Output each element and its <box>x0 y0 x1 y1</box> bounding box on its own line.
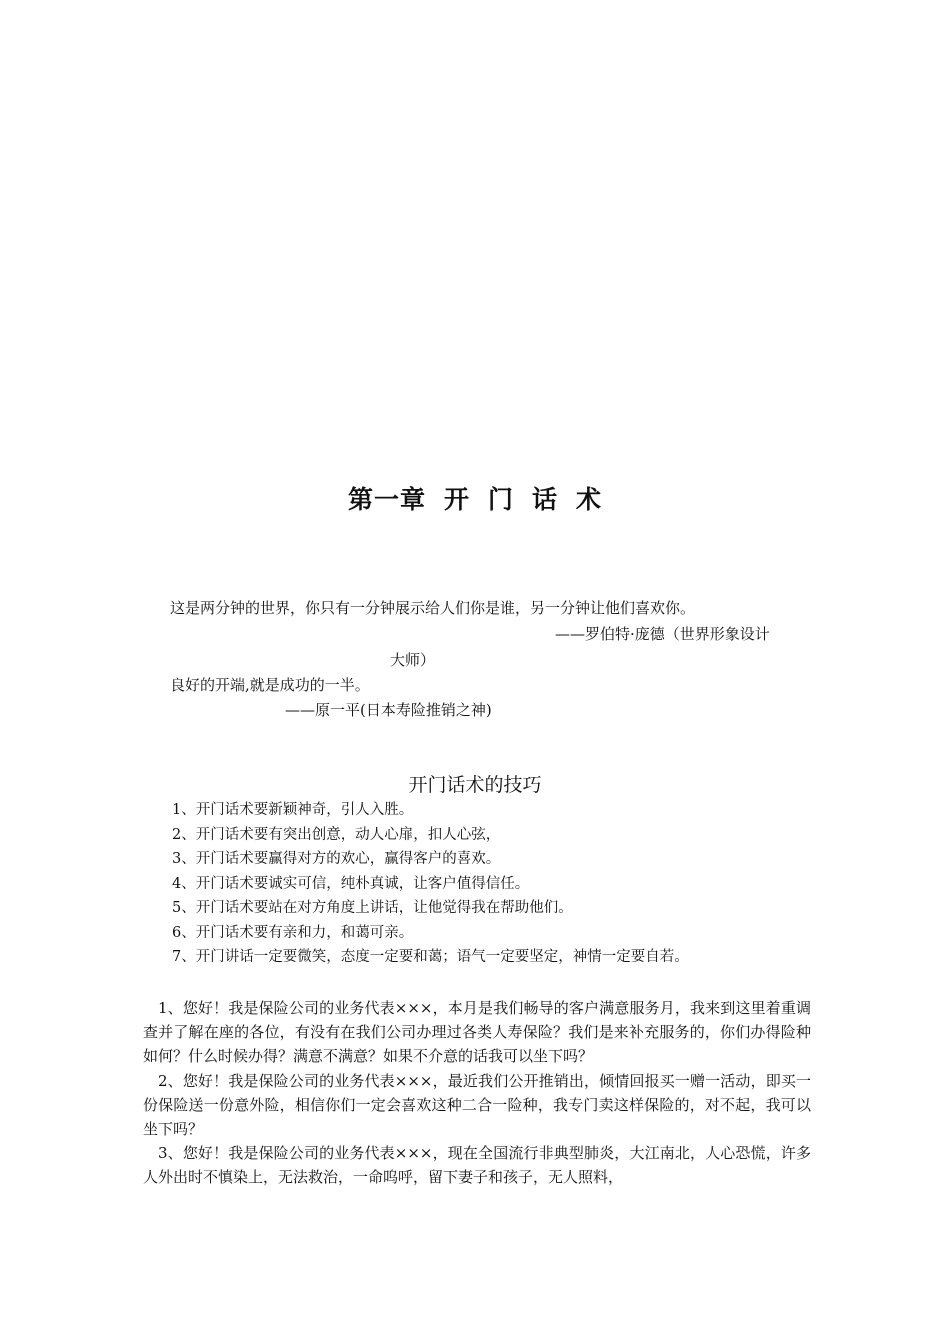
list-item: 3、开门话术要赢得对方的欢心，赢得客户的喜欢。 <box>172 851 501 867</box>
chapter-title-char: 门 <box>487 485 514 514</box>
scripts-body <box>143 996 811 1190</box>
list-item: 2、开门话术要有突出创意，动人心扉，扣人心弦， <box>172 826 501 843</box>
list-item: 4、开门话术要诚实可信，纯朴真诚，让客户值得信任。 <box>172 875 530 892</box>
quote-attribution: ——罗伯特·庞德（世界形象设计 <box>555 625 770 643</box>
paragraph: 2、您好！我是保险公司的业务代表×××，最近我们公开推销出，倾情回报买一赠一活动，即买一份保险送一份意外险，相信你们一定会喜欢这种二合一险种，我专门卖这样保险的，对不起，我可以坐下吗？ <box>143 1071 811 1139</box>
quote-text: 这是两分钟的世界，你只有一分钟展示给人们你是谁，另一分钟让他们喜欢你。 <box>170 599 696 617</box>
list-item: 5、开门话术要站在对方角度上讲话，让他觉得我在帮助他们。 <box>172 900 573 916</box>
list-item: 7、开门讲话一定要微笑，态度一定要和蔼；语气一定要坚定，神情一定要自若。 <box>172 949 689 965</box>
tips-list <box>172 798 689 970</box>
chapter-title-number: 第一章 <box>347 485 426 514</box>
list-item: 1、开门话术要新颖神奇，引人入胜。 <box>172 802 414 818</box>
list-item: 6、开门话术要有亲和力，和蔼可亲。 <box>172 924 414 941</box>
paragraph: 1、您好！我是保险公司的业务代表×××，本月是我们畅导的客户满意服务月，我来到这里着重调查并了解在座的各位，有没有在我们公司办理过各类人寿保险？我们是来补充服务的，你们办得险种如何？什么时候办得？满意不满意？如果不介意的话我可以坐下吗？ <box>143 999 811 1066</box>
section-heading: 开门话术的技巧 <box>408 774 542 796</box>
chapter-title-char: 术 <box>576 485 603 514</box>
chapter-title-char: 话 <box>532 485 559 514</box>
paragraph: 3、您好！我是保险公司的业务代表×××，现在全国流行非典型肺炎，大江南北，人心恐慌，许多人外出时不慎染上，无法救治，一命呜呼，留下妻子和孩子，无人照料， <box>143 1144 811 1187</box>
quote-attribution-continued: 大师） <box>390 651 436 669</box>
quote-attribution: ——原一平(日本寿险推销之神) <box>285 701 492 719</box>
chapter-title-char: 开 <box>443 485 470 514</box>
quote-text: 良好的开端,就是成功的一半。 <box>170 676 370 694</box>
chapter-title <box>0 480 950 516</box>
